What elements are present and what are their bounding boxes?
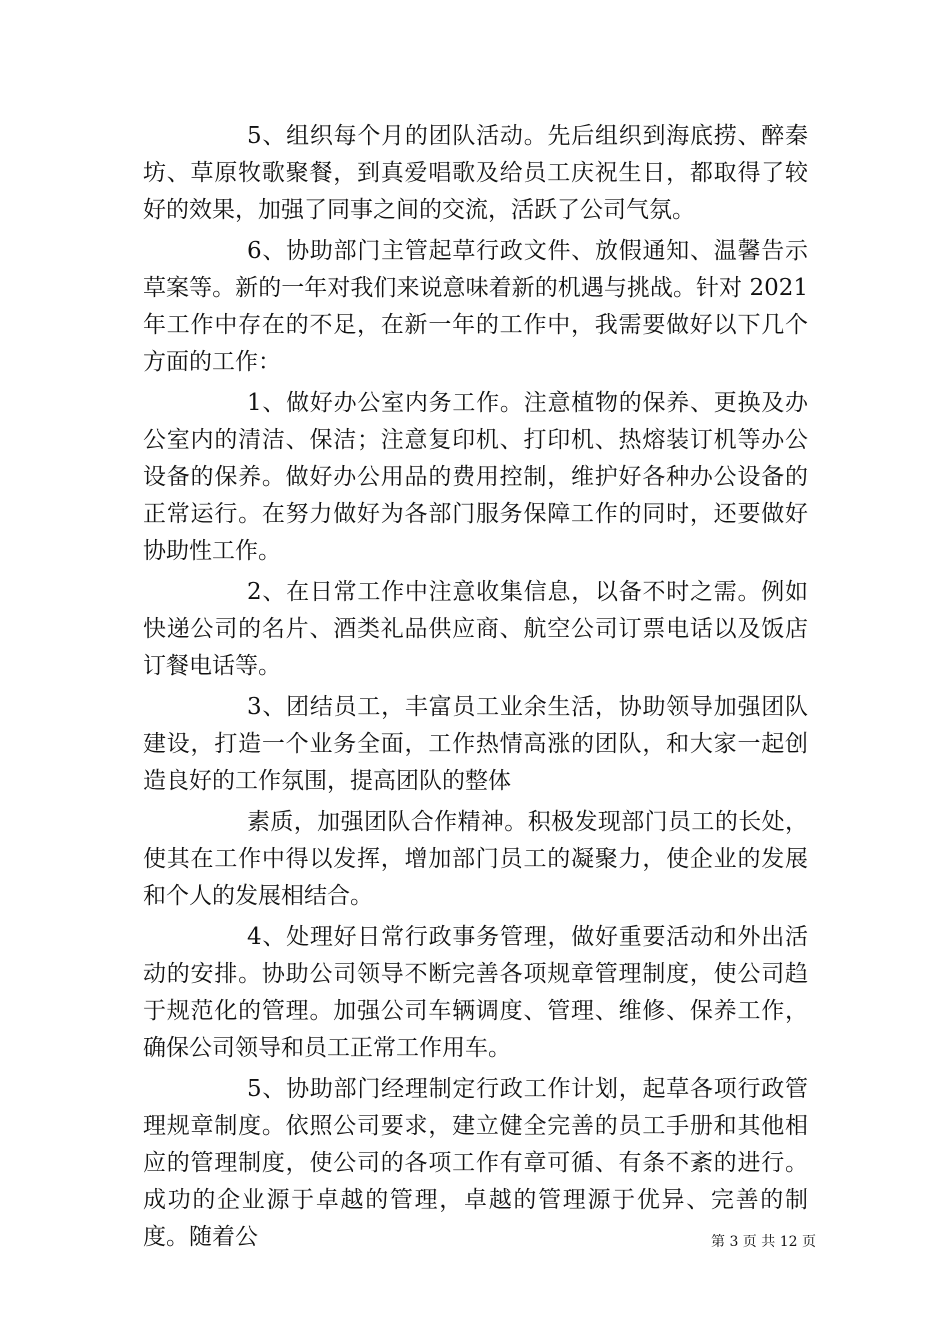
paragraph-plan-1-office-affairs: 1、做好办公室内务工作。注意植物的保养、更换及办公室内的清洁、保洁；注意复印机、打印机、热熔装订机等办公设备的保养。做好办公用品的费用控制，维护好各种办公设备的正常运行。在努力做好为各部门服务保障工作的同时，还要做好协助性工作。 <box>143 390 808 564</box>
paragraph-plan-5-work-plan: 5、协助部门经理制定行政工作计划，起草各项行政管理规章制度。依照公司要求，建立健全完善的员工手册和其他相应的管理制度，使公司的各项工作有章可循、有条不紊的进行。成功的企业源于卓越的管理，卓越的管理源于优异、完善的制度。随着公 <box>143 1076 808 1250</box>
page-number-footer: 第 3 页 共 12 页 <box>711 1234 816 1250</box>
paragraph-plan-3-continued: 素质，加强团队合作精神。积极发现部门员工的长处，使其在工作中得以发挥，增加部门员工的凝聚力，使企业的发展和个人的发展相结合。 <box>143 809 808 909</box>
paragraph-item-6-drafting: 6、协助部门主管起草行政文件、放假通知、温馨告示草案等。新的一年对我们来说意味着新的机遇与挑战。针对 2021 年工作中存在的不足，在新一年的工作中，我需要做好以下几个方面的工作： <box>143 238 808 375</box>
paragraph-plan-4-admin-management: 4、处理好日常行政事务管理，做好重要活动和外出活动的安排。协助公司领导不断完善各项规章管理制度，使公司趋于规范化的管理。加强公司车辆调度、管理、维修、保养工作，确保公司领导和员工正常工作用车。 <box>143 924 808 1061</box>
document-body <box>143 118 808 1260</box>
paragraph-plan-2-collect-info: 2、在日常工作中注意收集信息，以备不时之需。例如快递公司的名片、酒类礼品供应商、航空公司订票电话以及饭店订餐电话等。 <box>143 579 808 679</box>
paragraph-plan-3-team-building: 3、团结员工，丰富员工业余生活，协助领导加强团队建设，打造一个业务全面，工作热情高涨的团队，和大家一起创造良好的工作氛围，提高团队的整体 <box>143 694 808 794</box>
paragraph-item-5-team-activities: 5、组织每个月的团队活动。先后组织到海底捞、醉秦坊、草原牧歌聚餐，到真爱唱歌及给员工庆祝生日，都取得了较好的效果，加强了同事之间的交流，活跃了公司气氛。 <box>143 123 808 223</box>
